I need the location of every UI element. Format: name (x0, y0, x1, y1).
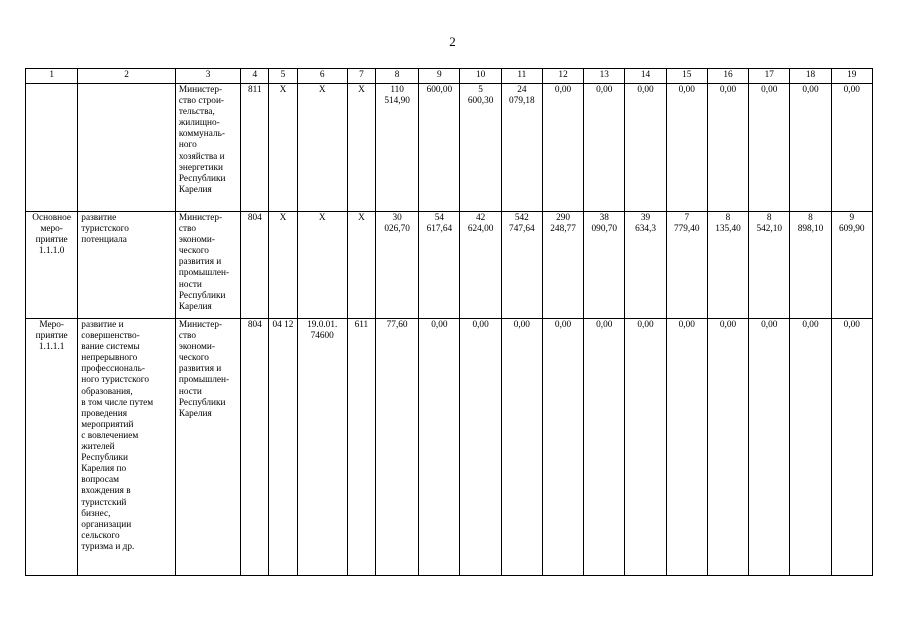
table-body (26, 69, 873, 576)
column-number: 8 (376, 69, 419, 84)
table-cell: 0,00 (790, 84, 831, 212)
table-cell: 0,00 (831, 319, 872, 576)
table-cell: 77,60 (376, 319, 419, 576)
table-cell: 30 026,70 (376, 212, 419, 319)
table-cell: Х (347, 212, 375, 319)
table-cell: 0,00 (707, 84, 748, 212)
column-number: 6 (297, 69, 347, 84)
table-cell: 0,00 (831, 84, 872, 212)
column-number: 11 (501, 69, 542, 84)
table-cell: 0,00 (419, 319, 460, 576)
table-cell: Х (297, 212, 347, 319)
table-cell: 38 090,70 (584, 212, 625, 319)
table-cell: 0,00 (625, 319, 666, 576)
table-cell (26, 84, 78, 212)
column-number: 19 (831, 69, 872, 84)
table-cell: 542 747,64 (501, 212, 542, 319)
table-cell: 0,00 (542, 319, 583, 576)
column-number: 9 (419, 69, 460, 84)
table-cell: 7 779,40 (666, 212, 707, 319)
table-cell: 0,00 (749, 84, 790, 212)
column-number: 5 (269, 69, 297, 84)
table-cell: 110 514,90 (376, 84, 419, 212)
table-cell: 804 (241, 212, 269, 319)
column-number: 12 (542, 69, 583, 84)
table-cell: 54 617,64 (419, 212, 460, 319)
table-cell: 611 (347, 319, 375, 576)
table-cell: Х (297, 84, 347, 212)
table-cell: Меро- приятие 1.1.1.1 (26, 319, 78, 576)
table-cell: 804 (241, 319, 269, 576)
table-cell: Министер- ство экономи- ческого развития и промышлен- ности Республики Карелия (175, 212, 240, 319)
table-cell: 19.0.01. 74600 (297, 319, 347, 576)
column-number: 3 (175, 69, 240, 84)
table-cell: 42 624,00 (460, 212, 501, 319)
table-row (26, 212, 873, 319)
table-cell: 8 542,10 (749, 212, 790, 319)
table-cell: 0,00 (584, 319, 625, 576)
table-cell: 0,00 (501, 319, 542, 576)
table-row (26, 319, 873, 576)
column-number: 1 (26, 69, 78, 84)
column-number: 14 (625, 69, 666, 84)
table-cell: Х (269, 212, 297, 319)
table-cell: 24 079,18 (501, 84, 542, 212)
page-number: 2 (449, 34, 456, 49)
column-number: 18 (790, 69, 831, 84)
table-cell: развитие туристского потенциала (78, 212, 176, 319)
column-number: 2 (78, 69, 176, 84)
header-row (26, 69, 873, 84)
table-cell: 811 (241, 84, 269, 212)
table-cell: Основное меро- приятие 1.1.1.0 (26, 212, 78, 319)
budget-table (25, 68, 873, 576)
table-cell: Х (347, 84, 375, 212)
column-number: 17 (749, 69, 790, 84)
column-number: 7 (347, 69, 375, 84)
table-cell: 0,00 (625, 84, 666, 212)
table-cell: 0,00 (707, 319, 748, 576)
table-cell: 290 248,77 (542, 212, 583, 319)
table-cell: 8 135,40 (707, 212, 748, 319)
table-cell: 9 609,90 (831, 212, 872, 319)
column-number: 10 (460, 69, 501, 84)
table-cell: 0,00 (666, 84, 707, 212)
table-cell: 0,00 (584, 84, 625, 212)
table-cell (78, 84, 176, 212)
table-cell: 600,00 (419, 84, 460, 212)
column-number: 16 (707, 69, 748, 84)
table-cell: Министер- ство строи- тельства, жилищно- коммуналь- ного хозяйства и энергетики Республики Карелия (175, 84, 240, 212)
table-cell: Министер- ство экономи- ческого развития и промышлен- ности Республики Карелия (175, 319, 240, 576)
table-cell: 0,00 (666, 319, 707, 576)
table-cell: Х (269, 84, 297, 212)
table-cell: 39 634,3 (625, 212, 666, 319)
table-cell: 8 898,10 (790, 212, 831, 319)
table-cell: 0,00 (790, 319, 831, 576)
column-number: 15 (666, 69, 707, 84)
table-cell: развитие и совершенство- вание системы непрерывного профессиональ- ного туристского образования, в том числе путем проведения мероприятий с вовлечением жителей Республики Карелия по вопросам вхождения в туристский бизнес, организации сельского туризма и др. (78, 319, 176, 576)
table-cell: 0,00 (460, 319, 501, 576)
column-number: 4 (241, 69, 269, 84)
table-row (26, 84, 873, 212)
table-cell: 0,00 (542, 84, 583, 212)
table-cell: 0,00 (749, 319, 790, 576)
table-cell: 5 600,30 (460, 84, 501, 212)
table-cell: 04 12 (269, 319, 297, 576)
column-number: 13 (584, 69, 625, 84)
